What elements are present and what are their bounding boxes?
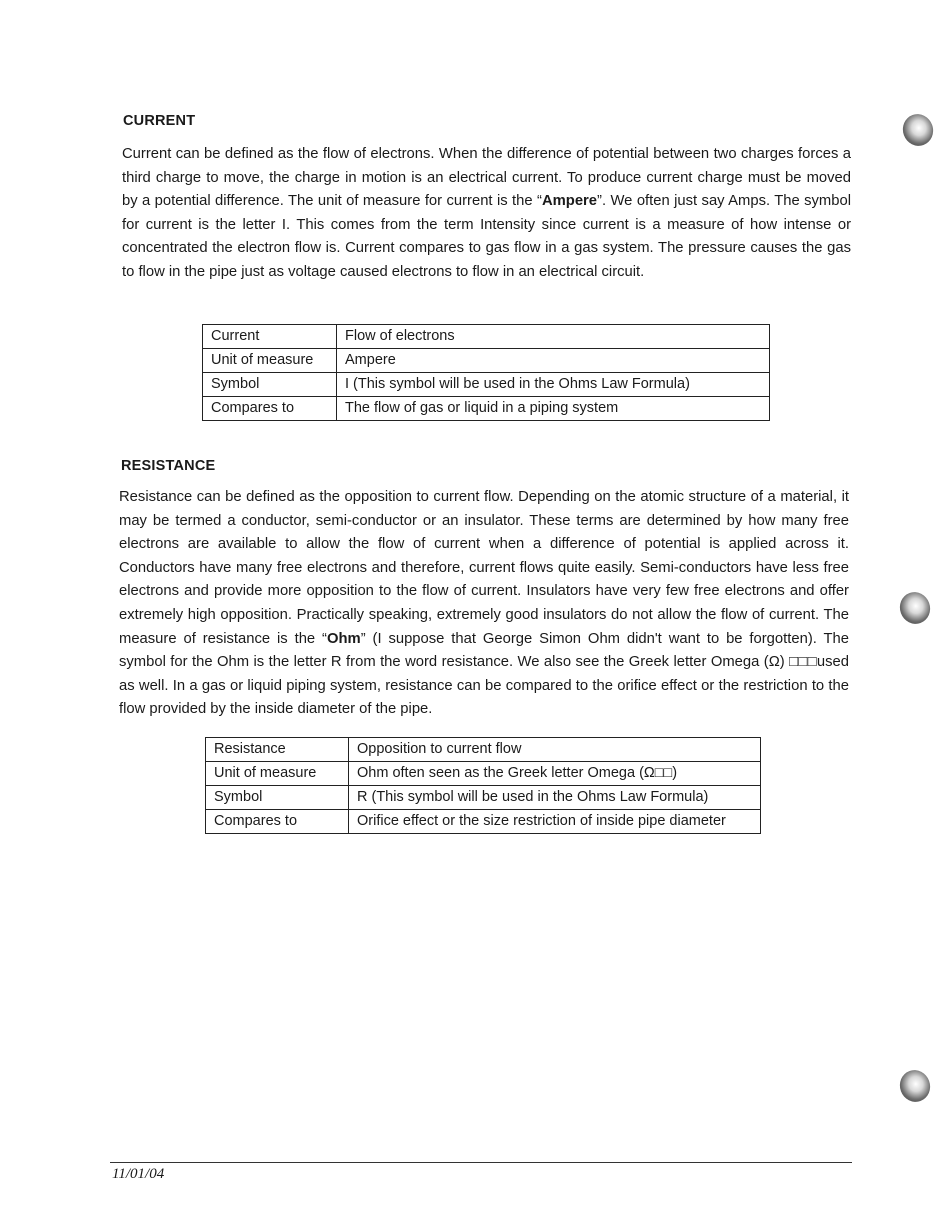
table-label: Compares to	[203, 397, 337, 421]
table-row	[206, 762, 761, 786]
table-value: I (This symbol will be used in the Ohms Law Formula)	[337, 373, 770, 397]
table-row	[206, 786, 761, 810]
table-label: Unit of measure	[206, 762, 349, 786]
current-paragraph-bold: Ampere	[541, 193, 598, 210]
table-value: Ampere	[337, 349, 770, 373]
resistance-heading: RESISTANCE	[121, 458, 216, 474]
resistance-paragraph-bold: Ohm	[326, 630, 361, 647]
table-value: The flow of gas or liquid in a piping system	[337, 397, 770, 421]
table-row	[206, 810, 761, 834]
table-value: Orifice effect or the size restriction of inside pipe diameter	[349, 810, 761, 834]
table-value: Ohm often seen as the Greek letter Omega (Ω□□)	[349, 762, 761, 786]
table-row	[203, 325, 770, 349]
current-table	[202, 324, 770, 421]
table-label: Unit of measure	[203, 349, 337, 373]
resistance-paragraph-part1: Resistance can be defined as the opposition to current flow. Depending on the atomic structure of a material, it may be termed a conductor, semi-conductor or an insulator. These terms are determined by how many free electrons are available to allow the flow of current when a difference of potential is applied across it. Conductors have many free electrons and therefore, current flows quite easily. Semi-conductors have less free electrons and provide more opposition to the flow of current. Insulators have very few free electrons and offer extremely high opposition. Practically speaking, extremely good insulators do not allow the flow of current. The measure of resistance is the “	[119, 489, 849, 647]
binder-hole-middle	[895, 588, 934, 628]
resistance-paragraph	[119, 486, 849, 722]
table-value: Flow of electrons	[337, 325, 770, 349]
footer-date: 11/01/04	[112, 1166, 165, 1182]
table-label: Symbol	[203, 373, 337, 397]
binder-hole-bottom	[895, 1066, 934, 1106]
footer-rule	[110, 1162, 852, 1163]
table-label: Symbol	[206, 786, 349, 810]
resistance-paragraph-part2: ” (I suppose that George Simon Ohm didn't want to be forgotten). The symbol for the Ohm is the letter R from the word resistance. We also see the Greek letter Omega (Ω) □□□used as well. In a gas or liquid piping system, resistance can be compared to the orifice effect or the restriction to the flow provided by the inside diameter of the pipe.	[119, 630, 849, 718]
table-label: Compares to	[206, 810, 349, 834]
current-heading: CURRENT	[123, 113, 196, 129]
table-row	[203, 349, 770, 373]
table-value: R (This symbol will be used in the Ohms Law Formula)	[349, 786, 761, 810]
resistance-table	[205, 737, 761, 834]
table-label: Resistance	[206, 738, 349, 762]
table-label: Current	[203, 325, 337, 349]
current-paragraph	[122, 143, 851, 285]
table-row	[203, 373, 770, 397]
table-value: Opposition to current flow	[349, 738, 761, 762]
current-paragraph-part1: Current can be defined as the flow of electrons. When the difference of potential between two charges forces a third charge to move, the charge in motion is an electrical current. To produce current charge must be moved by a potential difference. The unit of measure for current is the “	[122, 146, 851, 210]
table-row	[203, 397, 770, 421]
table-row	[206, 738, 761, 762]
current-paragraph-part2: ”. We often just say Amps. The symbol for current is the letter I. This comes from the term Intensity since current is a measure of how intense or concentrated the electron flow is. Current compares to gas flow in a gas system. The pressure causes the gas to flow in the pipe just as voltage caused electrons to flow in an electrical circuit.	[122, 193, 851, 280]
binder-hole-top	[898, 110, 937, 150]
